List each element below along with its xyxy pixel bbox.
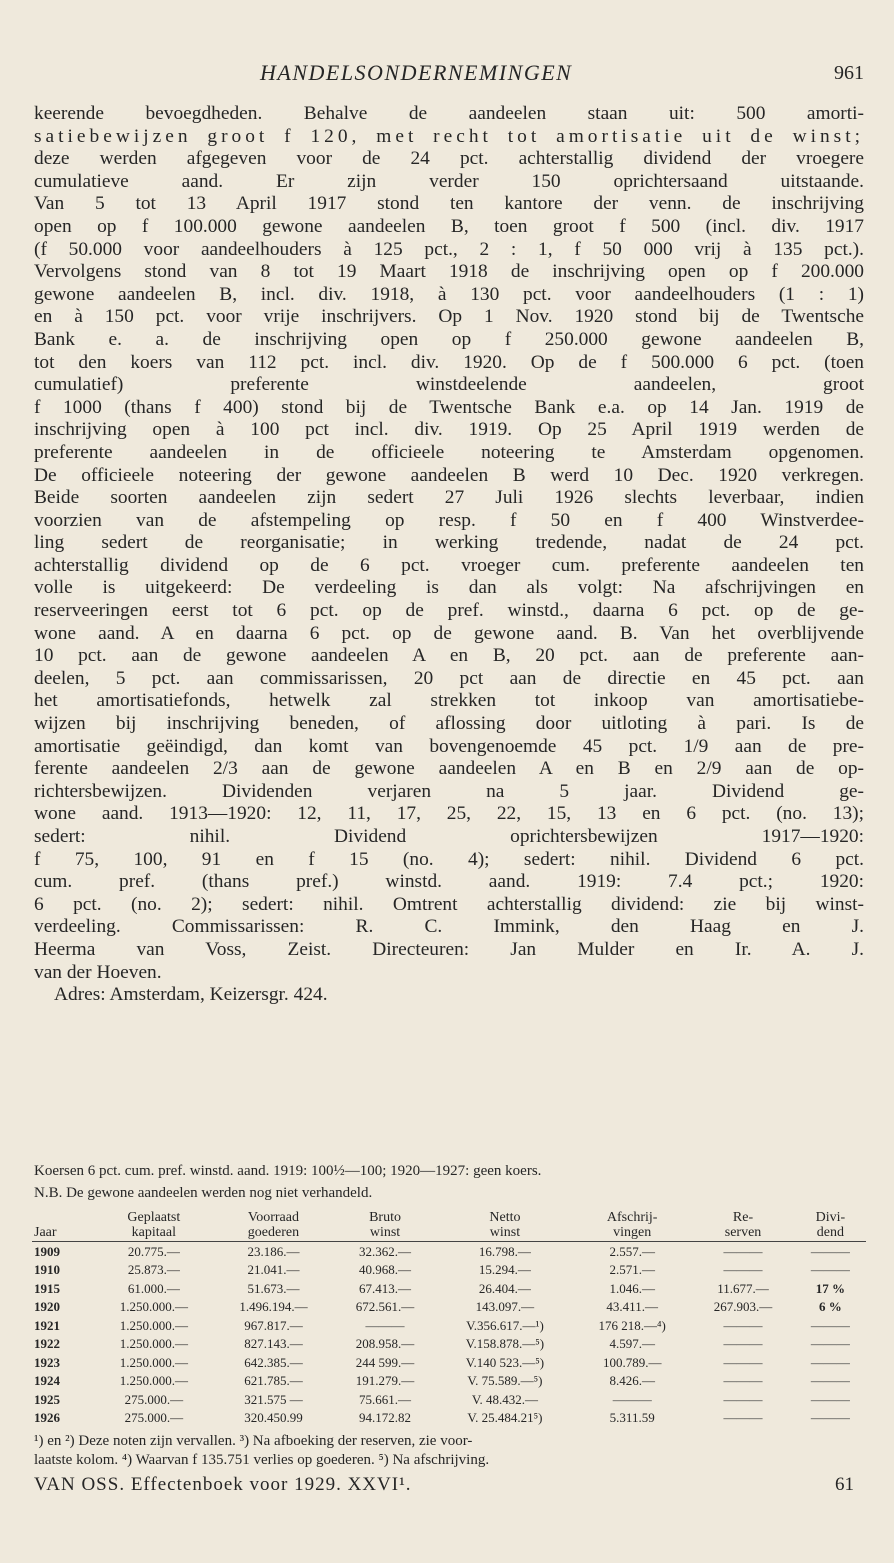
table-row <box>32 1390 866 1409</box>
cell-year: 1921 <box>34 1317 60 1333</box>
body-line: van der Hoeven. <box>34 961 162 983</box>
cell-afschrijvingen: 2.571.— <box>609 1262 655 1278</box>
cell-year: 1922 <box>34 1336 60 1352</box>
body-line: ling sedert de reorganisatie; in werking tredende, nadat de 24 pct. <box>34 532 864 554</box>
col-header-netto: Netto winst <box>437 1210 573 1242</box>
cell-afschrijvingen: ——— <box>612 1391 652 1407</box>
body-line: verdeeling. Commissarissen: R. C. Immink, den Haag en J. <box>34 916 864 938</box>
table-row <box>32 1409 866 1428</box>
cell-dividend: ——— <box>810 1243 850 1259</box>
cell-kapitaal: 20.775.— <box>127 1243 180 1259</box>
body-line: ferente aandeelen 2/3 aan de gewone aandeelen A en B en 2/9 aan de op- <box>34 758 864 780</box>
cell-netto: V. 75.589.—⁵) <box>467 1373 543 1389</box>
body-line: (f 50.000 voor aandeelhouders à 125 pct., 2 : 1, f 50 000 vrij à 135 pct.). <box>34 238 864 260</box>
page-footer <box>34 1474 864 1502</box>
cell-netto: 26.404.— <box>478 1280 531 1296</box>
cell-voorraad: 51.673.— <box>247 1280 300 1296</box>
table-row <box>32 1335 866 1354</box>
body-line: cumulatief) preferente winstdeelende aandeelen, groot <box>34 374 864 396</box>
cell-dividend: ——— <box>810 1317 850 1333</box>
cell-reserven: ——— <box>723 1336 763 1352</box>
body-line: Beide soorten aandeelen zijn sedert 27 Juli 1926 slechts leverbaar, indien <box>34 487 864 509</box>
cell-dividend: 17 % <box>815 1280 845 1296</box>
body-line: gewone aandeelen B, incl. div. 1918, à 130 pct. voor aandeelhouders (1 : 1) <box>34 283 864 305</box>
body-line: wone aand. A en daarna 6 pct. op de gewone aand. B. Van het overblijvende <box>34 622 864 644</box>
cell-netto: 143.097.— <box>475 1299 535 1315</box>
table-header-row <box>32 1210 866 1242</box>
cell-afschrijvingen: 1.046.— <box>609 1280 655 1296</box>
cell-bruto: 94.172.82 <box>359 1410 412 1426</box>
body-line: deelen, 5 pct. aan commissarissen, 20 pct aan de directie en 45 pct. aan <box>34 667 864 689</box>
cell-netto: V.356.617.—¹) <box>466 1317 544 1333</box>
cell-afschrijvingen: 8.426.— <box>609 1373 655 1389</box>
body-line: Vervolgens stond van 8 tot 19 Maart 1918 de inschrijving open op f 200.000 <box>34 261 864 283</box>
footer-citation: VAN OSS. Effectenboek voor 1929. XXVI¹. <box>34 1474 412 1495</box>
body-line: deze werden afgegeven voor de 24 pct. achterstallig dividend der vroegere <box>34 148 864 170</box>
cell-bruto: 244 599.— <box>355 1354 415 1370</box>
cell-dividend: 6 % <box>819 1299 842 1315</box>
body-line: amortisatie geëindigd, dan komt van bovengenoemde 45 pct. 1/9 aan de pre- <box>34 735 864 757</box>
body-line: De officieele noteering der gewone aandeelen B werd 10 Dec. 1920 verkregen. <box>34 464 864 486</box>
cell-bruto: 40.968.— <box>359 1262 412 1278</box>
cell-afschrijvingen: 43.411.— <box>606 1299 658 1315</box>
cell-year: 1926 <box>34 1410 60 1426</box>
cell-bruto: 67.413.— <box>359 1280 412 1296</box>
cell-netto: 16.798.— <box>478 1243 531 1259</box>
cell-dividend: ——— <box>810 1373 850 1389</box>
body-line: preferente aandeelen in de officieele noteering te Amsterdam opgenomen. <box>34 441 864 463</box>
body-line: open op f 100.000 gewone aandeelen B, toen groot f 500 (incl. div. 1917 <box>34 215 864 237</box>
body-line: f 1000 (thans f 400) stond bij de Twentsche Bank e.a. op 14 Jan. 1919 de <box>34 396 864 418</box>
body-line: reserveeringen eerst tot 6 pct. op de pref. winstd., daarna 6 pct. op de ge- <box>34 600 864 622</box>
body-line: Van 5 tot 13 April 1917 stond ten kantore der venn. de inschrijving <box>34 193 864 215</box>
table-row <box>32 1316 866 1335</box>
body-line: 10 pct. aan de gewone aandeelen A en B, 20 pct. aan de preferente aan- <box>34 645 864 667</box>
body-text <box>34 103 864 1007</box>
body-line: Bank e. a. de inschrijving open op f 250.000 gewone aandeelen B, <box>34 328 864 350</box>
cell-bruto: ——— <box>365 1317 405 1333</box>
cell-kapitaal: 275.000.— <box>124 1410 184 1426</box>
body-line: richtersbewijzen. Dividenden verjaren na 5 jaar. Dividend ge- <box>34 780 864 802</box>
cell-kapitaal: 1.250.000.— <box>119 1354 188 1370</box>
cell-voorraad: 827.143.— <box>244 1336 303 1352</box>
cell-year: 1909 <box>34 1243 60 1259</box>
cell-kapitaal: 275.000.— <box>124 1391 184 1407</box>
cell-reserven: ——— <box>723 1317 763 1333</box>
body-line: wone aand. 1913—1920: 12, 11, 17, 25, 22, 15, 13 en 6 pct. (no. 13); <box>34 803 864 825</box>
cell-year: 1920 <box>34 1299 60 1315</box>
cell-netto: V. 48.432.— <box>471 1391 539 1407</box>
address-line: Adres: Amsterdam, Keizersgr. 424. <box>54 984 328 1006</box>
table-row <box>32 1372 866 1391</box>
cell-dividend: ——— <box>810 1410 850 1426</box>
cell-reserven: ——— <box>723 1373 763 1389</box>
cell-year: 1910 <box>34 1262 60 1278</box>
body-line: 6 pct. (no. 2); sedert: nihil. Omtrent achterstallig dividend: zie bij winst- <box>34 893 864 915</box>
cell-reserven: ——— <box>723 1391 763 1407</box>
cell-dividend: ——— <box>810 1262 850 1278</box>
koersen-line: Koersen 6 pct. cum. pref. winstd. aand. 1919: 100½—100; 1920—1927: geen koers. <box>34 1163 542 1179</box>
body-line: cum. pref. (thans pref.) winstd. aand. 1919: 7.4 pct.; 1920: <box>34 871 864 893</box>
table-row <box>32 1261 866 1280</box>
cell-reserven: ——— <box>723 1262 763 1278</box>
small-notes <box>34 1160 864 1204</box>
cell-year: 1924 <box>34 1373 60 1389</box>
cell-afschrijvingen: 2.557.— <box>609 1243 655 1259</box>
footnote-line: laatste kolom. ⁴) Waarvan f 135.751 verlies op goederen. ⁵) Na afschrijving. <box>34 1452 490 1468</box>
cell-kapitaal: 1.250.000.— <box>119 1373 188 1389</box>
cell-netto: V.158.878.—⁵) <box>465 1336 545 1352</box>
cell-voorraad: 621.785.— <box>244 1373 303 1389</box>
body-line: achterstallig dividend op de 6 pct. vroeger cum. preferente aandeelen ten <box>34 554 864 576</box>
cell-dividend: ——— <box>810 1391 850 1407</box>
col-header-afschrijvingen: Afschrij- vingen <box>573 1210 691 1242</box>
cell-year: 1915 <box>34 1280 60 1296</box>
body-line: inschrijving open à 100 pct incl. div. 1919. Op 25 April 1919 werden de <box>34 419 864 441</box>
cell-year: 1923 <box>34 1354 60 1370</box>
cell-reserven: ——— <box>723 1243 763 1259</box>
cell-netto: V. 25.484.21⁵) <box>467 1410 543 1426</box>
body-line: satiebewijzen groot f 120, met recht tot amortisatie uit de winst; <box>34 125 864 147</box>
cell-netto: 15.294.— <box>478 1262 531 1278</box>
cell-kapitaal: 1.250.000.— <box>119 1299 188 1315</box>
cell-voorraad: 321.575 — <box>244 1391 303 1407</box>
cell-bruto: 191.279.— <box>355 1373 415 1389</box>
col-header-reserven: Re- serven <box>691 1210 794 1242</box>
running-head <box>0 60 894 90</box>
col-header-bruto: Bruto winst <box>333 1210 436 1242</box>
cell-afschrijvingen: 100.789.— <box>602 1354 662 1370</box>
body-line: tot den koers van 112 pct. incl. div. 1920. Op de f 500.000 6 pct. (toen <box>34 351 864 373</box>
running-title: HANDELSONDERNEMINGEN <box>260 60 573 85</box>
cell-kapitaal: 25.873.— <box>127 1262 180 1278</box>
page-number: 961 <box>834 62 864 84</box>
cell-voorraad: 1.496.194.— <box>239 1299 308 1315</box>
cell-bruto: 672.561.— <box>355 1299 415 1315</box>
cell-afschrijvingen: 4.597.— <box>609 1336 655 1352</box>
cell-voorraad: 320.450.99 <box>244 1410 303 1426</box>
body-line: keerende bevoegdheden. Behalve de aandeelen staan uit: 500 amorti- <box>34 103 864 124</box>
footer-signature: 61 <box>835 1474 854 1495</box>
cell-kapitaal: 1.250.000.— <box>119 1317 188 1333</box>
cell-reserven: ——— <box>723 1410 763 1426</box>
table-row <box>32 1242 866 1261</box>
body-line: het amortisatiefonds, hetwelk zal strekken tot inkoop van amortisatiebe- <box>34 690 864 712</box>
cell-kapitaal: 1.250.000.— <box>119 1336 188 1352</box>
body-line: sedert: nihil. Dividend oprichtersbewijzen 1917—1920: <box>34 826 864 847</box>
cell-voorraad: 21.041.— <box>247 1262 300 1278</box>
body-line: en à 150 pct. voor vrije inschrijvers. Op 1 Nov. 1920 stond bij de Twentsche <box>34 306 864 328</box>
cell-kapitaal: 61.000.— <box>127 1280 180 1296</box>
col-header-jaar: Jaar <box>32 1210 94 1242</box>
nb-line: N.B. De gewone aandeelen werden nog niet verhandeld. <box>34 1185 373 1201</box>
cell-bruto: 208.958.— <box>355 1336 415 1352</box>
body-line: wijzen bij inschrijving beneden, of aflossing door uitloting à pari. Is de <box>34 713 864 735</box>
table-row <box>32 1298 866 1317</box>
footnote-line: ¹) en ²) Deze noten zijn vervallen. ³) Na afboeking der reserven, zie voor- <box>34 1433 473 1449</box>
cell-dividend: ——— <box>810 1336 850 1352</box>
col-header-dividend: Divi- dend <box>795 1210 866 1242</box>
cell-voorraad: 642.385.— <box>244 1354 303 1370</box>
cell-dividend: ——— <box>810 1354 850 1370</box>
cell-reserven: ——— <box>723 1354 763 1370</box>
financial-table <box>32 1210 866 1427</box>
cell-bruto: 32.362.— <box>359 1243 412 1259</box>
cell-voorraad: 967.817.— <box>244 1317 303 1333</box>
footnotes <box>34 1432 864 1470</box>
body-line: f 75, 100, 91 en f 15 (no. 4); sedert: nihil. Dividend 6 pct. <box>34 848 864 870</box>
cell-voorraad: 23.186.— <box>247 1243 300 1259</box>
cell-afschrijvingen: 176 218.—⁴) <box>598 1317 666 1333</box>
cell-netto: V.140 523.—⁵) <box>465 1354 545 1370</box>
cell-reserven: 11.677.— <box>717 1280 769 1296</box>
cell-reserven: 267.903.— <box>713 1299 773 1315</box>
cell-afschrijvingen: 5.311.59 <box>609 1410 655 1426</box>
table-row <box>32 1279 866 1298</box>
col-header-kapitaal: Geplaatst kapitaal <box>94 1210 214 1242</box>
body-line: voorzien van de afstempeling op resp. f 50 en f 400 Winstverdee- <box>34 509 864 531</box>
body-line: volle is uitgekeerd: De verdeeling is dan als volgt: Na afschrijvingen en <box>34 577 864 599</box>
table-row <box>32 1353 866 1372</box>
body-line: Heerma van Voss, Zeist. Directeuren: Jan Mulder en Ir. A. J. <box>34 938 864 960</box>
col-header-voorraad: Voorraad goederen <box>214 1210 334 1242</box>
body-line: cumulatieve aand. Er zijn verder 150 oprichtersaand uitstaande. <box>34 170 864 192</box>
cell-bruto: 75.661.— <box>359 1391 412 1407</box>
cell-year: 1925 <box>34 1391 60 1407</box>
